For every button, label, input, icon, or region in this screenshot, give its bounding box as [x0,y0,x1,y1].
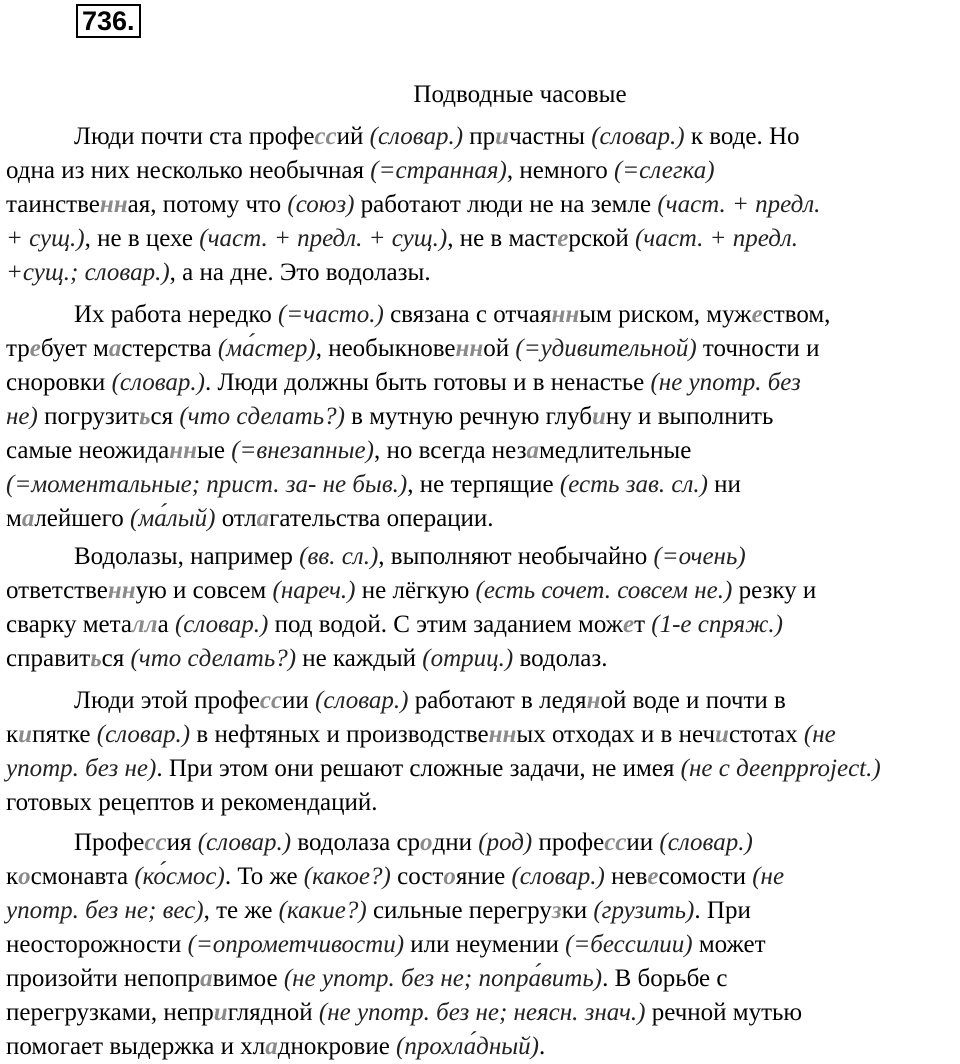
text-line [6,298,960,332]
text-line [6,684,960,718]
text-fragment: работают люди не на земле [354,191,658,218]
text-line [6,962,960,996]
highlighted-letters: нн [169,437,198,464]
text-fragment: пр [463,123,496,150]
highlighted-letters: е [557,225,569,252]
text-fragment: отл [215,505,257,532]
grammar-note: (=очень) [653,543,746,570]
text-fragment: самые неожида [6,437,170,464]
text-fragment: погрузит [37,403,140,430]
text-fragment: к [6,863,19,890]
text-line [6,400,960,434]
grammar-note: (словар.) [174,611,269,638]
text-fragment: частны [509,123,592,150]
grammar-note: (не [752,863,785,890]
highlighted-letters: и [213,999,228,1026]
text-fragment: , а на дне. Это водолазы. [169,259,431,286]
text-fragment: ки [561,897,594,924]
text-fragment: медлительные [538,437,692,464]
text-fragment: рской [568,225,635,252]
text-fragment: сильные перегру [366,897,552,924]
highlighted-letters: и [715,721,729,748]
grammar-note: (=бессилии) [565,931,693,958]
text-fragment: связана с отчая [383,301,552,328]
text-fragment: дни [432,829,479,856]
grammar-note: (словар.) [197,829,292,856]
text-fragment: пятке [32,721,97,748]
grammar-note: (словар.) [511,863,605,890]
text-fragment: к [6,721,19,748]
exercise-number: 736. [76,4,141,38]
text-fragment: Водолазы, например [74,543,300,570]
highlighted-letters: з [551,897,562,924]
text-line [6,642,960,676]
text-fragment: неосторожности [6,931,188,958]
text-fragment: тр [6,335,30,362]
grammar-note: не) [6,403,38,430]
text-fragment: резку и [732,577,817,604]
highlighted-letters: сс [314,123,337,150]
text-fragment: или неумении [404,931,566,958]
highlighted-letters: ь [139,403,151,430]
highlighted-letters: сс [604,829,627,856]
grammar-note: (союз) [287,191,355,218]
text-title: Подводные часовые [413,81,627,108]
highlighted-letters: нн [488,721,517,748]
text-line [6,366,960,400]
text-line [6,1030,960,1064]
text-line [6,608,960,642]
text-fragment: перегрузками, непр [6,999,214,1026]
text-fragment: ответстве [6,577,108,604]
grammar-note: (словар.) [111,369,205,396]
text-fragment: , те же [203,897,279,924]
highlighted-letters: е [622,611,635,638]
grammar-note: (не [803,721,836,748]
text-fragment: не каждый [296,645,423,672]
text-fragment: профе [532,829,605,856]
highlighted-letters: нн [455,335,484,362]
highlighted-letters: е [29,335,41,362]
text-fragment: под водой. С этим заданием мож [268,611,623,638]
text-fragment: Люди почти ста профе [74,123,315,150]
text-line [6,718,960,752]
text-fragment: ой [483,335,516,362]
grammar-note: (=странная) [370,157,507,184]
text-fragment: работают в ледя [408,687,587,714]
grammar-note: (=опрометчивости) [187,931,405,958]
text-fragment: ни [707,471,741,498]
text-fragment: к воде. Но [684,123,800,150]
text-fragment: ия [166,829,198,856]
text-fragment: , но всегда нез [373,437,527,464]
text-fragment: , немного [506,157,614,184]
highlighted-letters: а [200,965,213,992]
grammar-note: (част. + предл. [657,191,821,218]
highlighted-letters: ь [90,645,102,672]
text-fragment: ой воде и почти в [600,687,786,714]
text-fragment: ии [282,687,316,714]
grammar-note: (словар.) [315,687,409,714]
grammar-note: (прохла́дный) [396,1033,539,1060]
highlighted-letters: нн [551,301,580,328]
grammar-note: (какие?) [278,897,367,924]
text-fragment: стотах [728,721,804,748]
highlighted-letters: нн [99,191,128,218]
text-fragment: Их работа нередко [74,301,278,328]
text-fragment: , необыкнове [315,335,456,362]
grammar-note: +сущ.; словар.) [6,259,170,286]
highlighted-letters: о [18,863,31,890]
paragraph-2 [6,298,960,536]
text-fragment: точности и [696,335,820,362]
grammar-note: (ма́лый) [130,505,216,532]
grammar-note: (1-е спряж.) [651,611,783,638]
text-fragment: ым риском, муж [579,301,752,328]
text-fragment: . При этом они решают сложные задачи, не имея [156,755,681,782]
text-fragment: таинстве [6,191,100,218]
grammar-note: (=часто.) [277,301,384,328]
grammar-note: (не употр. без не; неясн. знач.) [318,999,646,1026]
highlighted-letters: лл [131,611,158,638]
text-fragment: ся [150,403,180,430]
text-fragment: . [538,1033,546,1060]
text-line [6,434,960,468]
grammar-note: (=удивительной) [515,335,697,362]
highlighted-letters: и [495,123,510,150]
text-fragment: не лёгкую [355,577,476,604]
text-fragment: . При [694,897,751,924]
text-fragment: , выполняют необычайно [378,543,654,570]
text-fragment: ну и выполнить [605,403,774,430]
text-line [6,786,960,820]
text-fragment: готовых рецептов и рекомендаций. [6,789,378,816]
highlighted-letters: сс [259,687,283,714]
text-fragment: сноровки [6,369,112,396]
grammar-note: + сущ.) [6,225,85,252]
grammar-note: (словар.) [96,721,191,748]
text-fragment: водолаза ср [291,829,421,856]
grammar-note: (част. + предл. + сущ.) [199,225,448,252]
text-line [6,996,960,1030]
text-fragment: гательства операции. [269,505,494,532]
grammar-note: (не употр. без [650,369,801,396]
paragraph-5 [6,826,960,1064]
grammar-note: (есть сочет. совсем не.) [475,577,733,604]
highlighted-letters: а [265,1033,278,1060]
grammar-note: употр. без не; вес) [6,897,204,924]
paragraph-1 [6,120,960,290]
text-fragment: . Люди должны быть готовы и в ненастье [204,369,651,396]
text-fragment: ся [101,645,131,672]
text-fragment: сост [390,863,444,890]
highlighted-letters: сс [144,829,167,856]
text-fragment: справит [6,645,91,672]
text-line [6,860,960,894]
highlighted-letters: и [591,403,606,430]
text-fragment: сомости [658,863,753,890]
text-fragment: ии [626,829,660,856]
text-fragment: Профе [74,829,145,856]
text-fragment: речной мутью [645,999,803,1026]
highlighted-letters: е [647,863,659,890]
grammar-note: (=моментальные; прист. за- не быв.) [6,471,408,498]
text-fragment: Люди этой профе [74,687,260,714]
highlighted-letters: о [443,863,456,890]
grammar-note: (част. + предл. [634,225,799,252]
grammar-note: (словар.) [591,123,685,150]
text-line [6,256,960,290]
grammar-note: (какое?) [303,863,391,890]
text-line [6,120,960,154]
text-fragment: произойти непопр [6,965,201,992]
grammar-note: (=внезапные) [231,437,374,464]
text-fragment: вимое [212,965,284,992]
grammar-note: (ко́смос) [134,863,225,890]
text-fragment: глядной [227,999,319,1026]
highlighted-letters: е [751,301,763,328]
grammar-note: (нареч.) [272,577,356,604]
text-fragment: сварку мета [6,611,132,638]
grammar-note: (словар.) [369,123,464,150]
text-line [6,468,960,502]
highlighted-letters: и [18,721,33,748]
text-fragment: может [692,931,766,958]
text-line [6,222,960,256]
text-fragment: яние [455,863,512,890]
text-line [6,540,960,574]
text-fragment: , не терпящие [407,471,560,498]
highlighted-letters: а [256,505,270,532]
grammar-note: (что сделать?) [130,645,297,672]
text-fragment: ий [336,123,370,150]
highlighted-letters: о [420,829,433,856]
paragraph-4 [6,684,960,820]
grammar-note: (род) [478,829,533,856]
text-fragment: м [6,505,22,532]
grammar-note: (отриц.) [422,645,514,672]
text-fragment: ые [197,437,232,464]
text-fragment: . То же [224,863,304,890]
highlighted-letters: а [526,437,539,464]
text-fragment: смонавта [30,863,135,890]
text-line [6,188,960,222]
text-fragment: лейшего [34,505,131,532]
text-fragment: бует м [40,335,109,362]
text-fragment: ством, [762,301,831,328]
text-fragment: а [157,611,175,638]
text-fragment: днокровие [277,1033,397,1060]
grammar-note: (есть зав. сл.) [559,471,708,498]
text-line [6,574,960,608]
grammar-note: (что сделать?) [179,403,345,430]
grammar-note: (=слегка) [613,157,715,184]
text-line [6,928,960,962]
text-fragment: водолаз. [513,645,608,672]
text-fragment: ую и совсем [135,577,273,604]
grammar-note: употр. без не) [6,755,157,782]
text-line [6,502,960,536]
text-line [6,894,960,928]
grammar-note: (словар.) [659,829,753,856]
text-fragment: в нефтяных и производстве [190,721,489,748]
grammar-note: (грузить) [593,897,695,924]
grammar-note: (не употр. без не; попра́вить) [283,965,603,992]
paragraph-3 [6,540,960,676]
text-fragment: нев [604,863,648,890]
text-fragment: в мутную речную глуб [344,403,592,430]
text-line [6,826,960,860]
text-fragment: помогает выдержка и хл [6,1033,266,1060]
text-fragment: т [634,611,652,638]
highlighted-letters: а [21,505,35,532]
text-fragment: стерства [121,335,218,362]
text-line [6,154,960,188]
text-line [6,332,960,366]
highlighted-letters: а [108,335,122,362]
grammar-note: (ма́стер) [217,335,316,362]
text-fragment: одна из них несколько необычная [6,157,371,184]
highlighted-letters: н [586,687,601,714]
grammar-note: (вв. сл.) [299,543,379,570]
text-fragment: , не в маст [447,225,558,252]
text-fragment: . В борьбе с [602,965,728,992]
highlighted-letters: нн [107,577,136,604]
text-line [6,752,960,786]
text-fragment: ая, потому что [127,191,288,218]
grammar-note: (не с деепрproject.) [680,755,881,782]
text-fragment: ых отходах и в неч [516,721,716,748]
text-fragment: , не в цехе [84,225,200,252]
